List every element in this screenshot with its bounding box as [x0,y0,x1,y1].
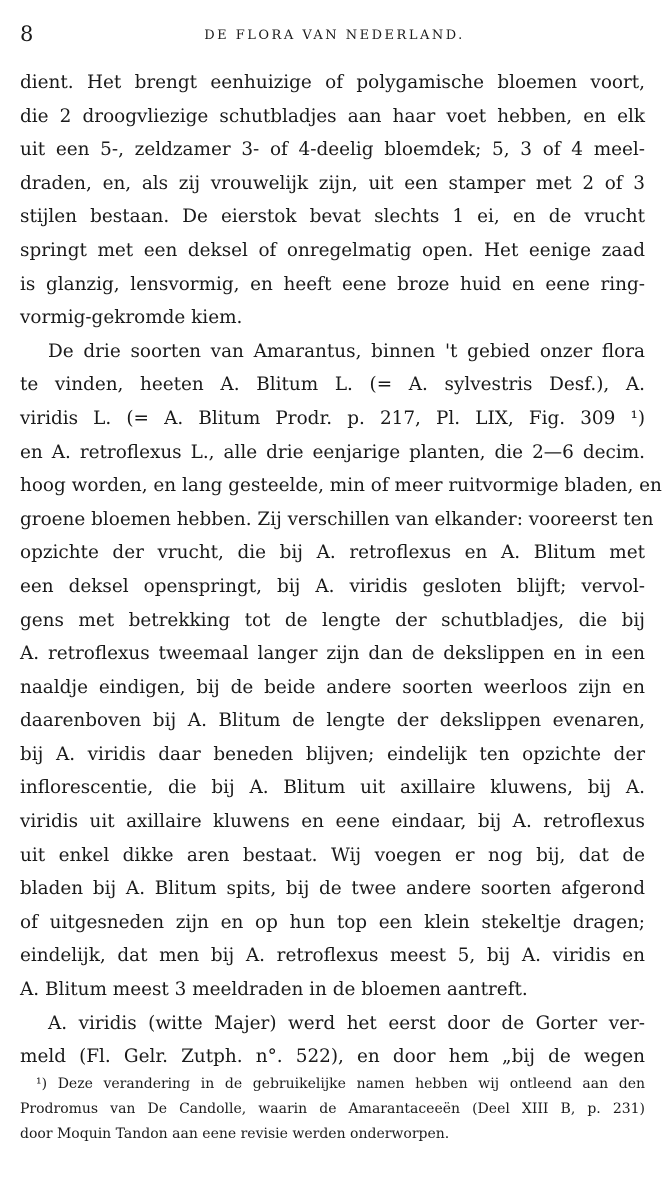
text-line: inflorescentie, die bij A. Blitum uit axillaire kluwens, bij A. [20,777,645,799]
text-line: gens met betrekking tot de lengte der schutbladjes, die bij [20,609,645,631]
page-number: 8 [20,22,34,46]
text-line: De drie soorten van Amarantus, binnen 't gebied onzer flora [48,340,645,362]
text-line: een deksel openspringt, bij A. viridis gesloten blijft; vervol- [20,575,645,597]
footnote-line: Prodromus van De Candolle, waarin de Amarantaceeën (Deel XIII B, p. 231) [20,1101,645,1117]
footnote-line: door Moquin Tandon aan eene revisie werden onderworpen. [20,1126,450,1142]
text-line: dient. Het brengt eenhuizige of polygamische bloemen voort, [20,72,645,93]
text-line: en A. retroflexus L., alle drie eenjarige planten, die 2—6 decim. [20,441,645,463]
page-header [20,22,649,52]
text-line: viridis L. (= A. Blitum Prodr. p. 217, Pl. LIX, Fig. 309 ¹) [20,407,645,429]
text-line: opzichte der vrucht, die bij A. retroflexus en A. Blitum met [20,542,645,564]
text-line: naaldje eindigen, bij de beide andere soorten weerloos zijn en [20,676,645,698]
text-line: A. viridis (witte Majer) werd het eerst door de Gorter ver- [48,1012,645,1034]
text-line: springt met een deksel of onregelmatig open. Het eenige zaad [20,239,645,261]
text-line: bladen bij A. Blitum spits, bij de twee andere soorten afgerond [20,878,645,900]
body-text [20,66,662,1074]
running-title: DE FLORA VAN NEDERLAND. [204,28,465,43]
text-line: groene bloemen hebben. Zij verschillen van elkander: vooreerst ten [20,508,654,530]
text-line: stijlen bestaan. De eierstok bevat slechts 1 ei, en de vrucht [20,206,645,228]
text-line: uit een 5-, zeldzamer 3- of 4-deelig bloemdek; 5, 3 of 4 meel- [20,139,645,161]
footnote-line: ¹) Deze verandering in de gebruikelijke namen hebben wij ontleend aan den [36,1076,645,1092]
text-line: hoog worden, en lang gesteelde, min of meer ruitvormige bladen, en [20,475,662,497]
text-line: viridis uit axillaire kluwens en eene eindaar, bij A. retroflexus [20,811,645,833]
text-line: meld (Fl. Gelr. Zutph. n°. 522), en door hem „bij de wegen [20,1046,645,1068]
text-line: of uitgesneden zijn en op hun top een klein stekeltje dragen; [20,911,645,933]
text-line: draden, en, als zij vrouwelijk zijn, uit een stamper met 2 of 3 [20,172,645,194]
text-line: A. Blitum meest 3 meeldraden in de bloemen aantreft. [20,979,528,1001]
text-line: die 2 droogvliezige schutbladjes aan haar voet hebben, en elk [20,105,645,127]
text-line: te vinden, heeten A. Blitum L. (= A. sylvestris Desf.), A. [20,374,645,396]
text-line: daarenboven bij A. Blitum de lengte der dekslippen evenaren, [20,710,645,732]
footnote [20,1072,645,1147]
text-line: vormig-gekromde kiem. [20,307,243,329]
text-line: A. retroflexus tweemaal langer zijn dan de dekslippen en in een [20,643,645,665]
text-line: is glanzig, lensvormig, en heeft eene broze huid en eene ring- [20,273,645,295]
text-line: uit enkel dikke aren bestaat. Wij voegen er nog bij, dat de [20,844,645,866]
text-line: eindelijk, dat men bij A. retroflexus meest 5, bij A. viridis en [20,945,645,967]
text-line: bij A. viridis daar beneden blijven; eindelijk ten opzichte der [20,743,645,765]
